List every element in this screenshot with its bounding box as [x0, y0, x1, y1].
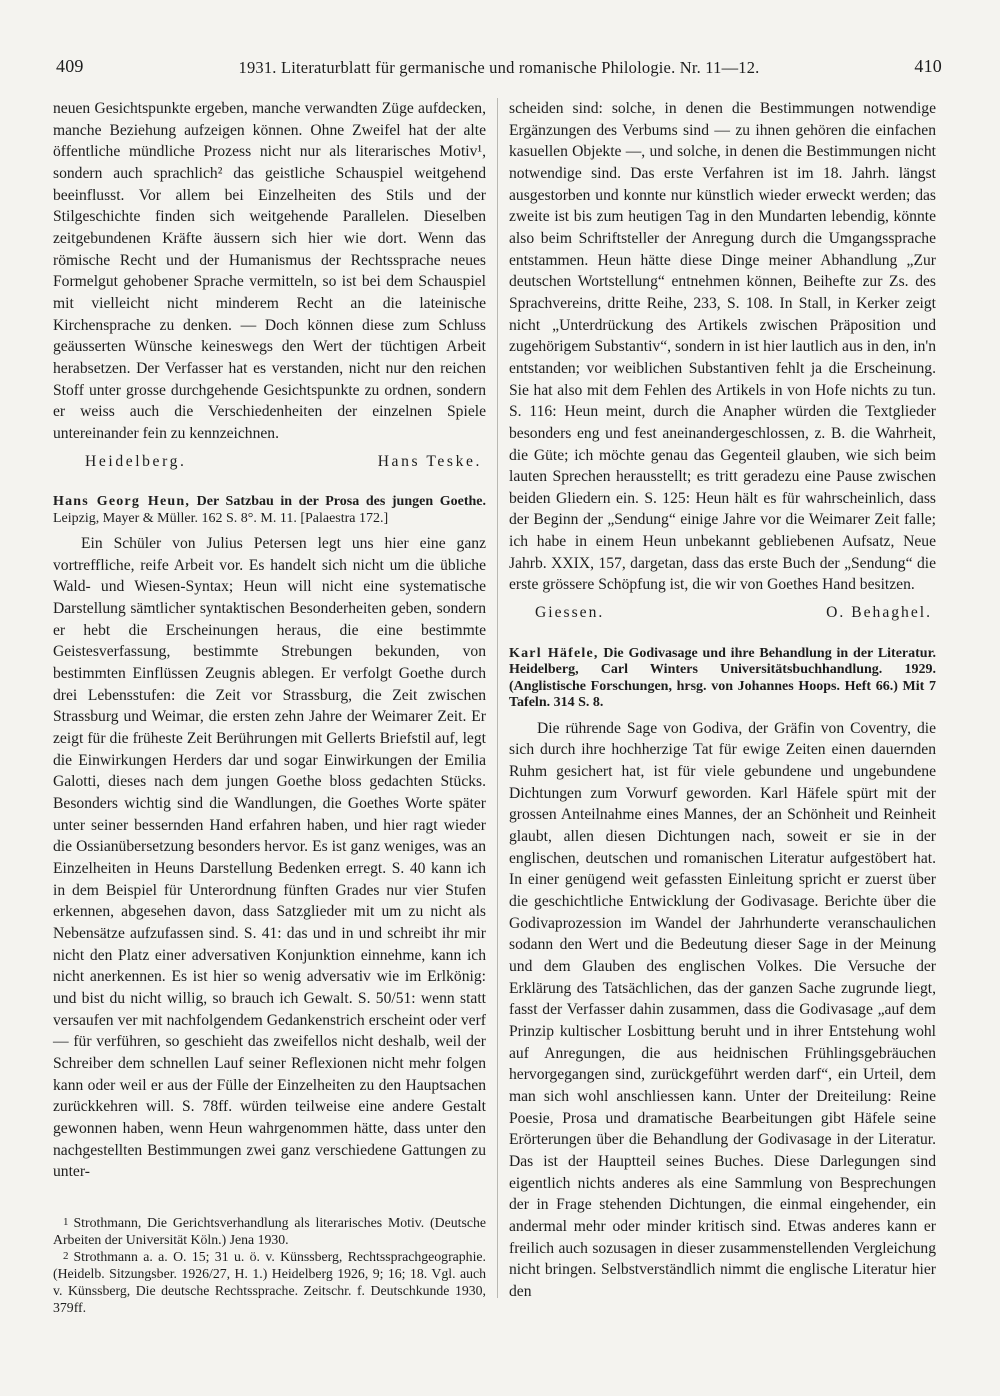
running-title: 1931. Literaturblatt für germanische und romanische Philologie. Nr. 11—12.: [238, 58, 760, 77]
review-heading: [509, 646, 936, 712]
review-author: Karl Häfele,: [509, 645, 599, 661]
body-paragraph: Ein Schüler von Julius Petersen legt uns hier eine ganz vortreffliche, reife Arbeit vor. Es handelt sich nicht um die übliche Wald- und Wiesen-Syntax; Heun will nicht eine systematische Darstellung sämtlicher syntaktischen Besonderheiten geben, sondern er hebt die Erscheinungen heraus, die eine bestimmte Geistesverfassung, bestimmte Strebungen bekunden, von bestimmten Einflüssen Zeugnis ablegen. Er verfolgt Goethe durch drei Lebensstufen: die Zeit vor Strassburg, die Zeit zwischen Strassburg und Weimar, die ersten zehn Jahre der Weimarer Zeit. Er zeigt für die früheste Zeit Berührungen mit Gellerts Briefstil auf, legt die Einwirkungen Herders dar und sogar Einwirkungen der Emilia Galotti, dieses nach dem jungen Goethe bloss gedachten Stücks. Besonders wichtig sind die Wandlungen, die Goethes Worte später unter seiner bessernden Hand erfahren haben, und hier ragt wieder die Ossianübersetzung besonders hervor. Es ist ganz weniges, was an Einzelheiten in Heuns Darstellung Bedenken erregt. S. 40 kann ich in dem Beispiel für Unterordnung fünften Grades nur vier Stufen erkennen, abgesehen davon, dass Satzglieder mit um zu nicht als Nebensätze aufzufassen sind. S. 41: das und in und schreibt ihr mir nicht den Platz einer adversativen Konjunktion einnehme, kann ich nicht anerkennen. Es ist hier so wenig adversativ wie im Erlkönig: und bist du nicht willig, so brauch ich Gewalt. S. 50/51: wenn statt versaufen ver mit nachfolgendem Gedankenstrich erscheint oder verf— für verführen, so geschieht das zweifellos nicht deshalb, weil der Schreiber dem schnellen Lauf seiner Reflexionen nicht mehr folgen kann oder weil er aus der Fülle der Einzelheiten zu den Hauptsachen zurückkehren will. S. 78ff. würden teilweise eine andere Gestalt gewonnen haben, wenn Heun wahrgenommen hätte, dass unter den nachgestellten Bestimmungen zwei ganz verschiedene Gattungen zu unter-: [53, 535, 486, 1181]
page-number-right: 410: [914, 56, 942, 76]
review-heading: [53, 494, 486, 527]
signature-place: Giessen.: [535, 604, 605, 622]
left-column: [53, 98, 486, 1183]
review-book-meta: Leipzig, Mayer & Müller. 162 S. 8°. M. 11. [Palaestra 172.]: [53, 510, 389, 526]
page-number-left: 409: [56, 56, 84, 76]
running-header: [56, 56, 942, 86]
footnote: [53, 1214, 486, 1248]
body-paragraph: neuen Gesichtspunkte ergeben, manche verwandten Züge aufdecken, manche Beziehung aufzeigen können. Ohne Zweifel hat der alte öffentliche mündliche Prozess nicht nur als literarisches Motiv¹, sondern auch sprachlich² das geistliche Schauspiel weitgehend beeinflusst. Vor allem bei Einzelheiten des Stils und der Stilgeschichte finden sich weitgehende Parallelen. Dieselben zeitgebundenen Kräfte äussern sich hier wie dort. Wenn das römische Recht und der Humanismus der Rechtssprache neues Formelgut gehobener Sprache vermitteln, so ist bei dem Schauspiel mit vielleicht nicht minderem Recht an die lateinische Kirchensprache zu denken. — Doch können diese zum Schluss geäusserten Wünsche keineswegs den Wert der tüchtigen Arbeit herabsetzen. Der Verfasser hat es verstanden, nicht nur den reichen Stoff unter grosse durchgehende Gesichtspunkte zu ordnen, sondern er weiss auch die Verschiedenheiten der einzelnen Spiele untereinander fein zu kennzeichnen.: [53, 100, 486, 442]
right-column: [509, 98, 936, 1302]
signature-name: Hans Teske.: [377, 452, 482, 470]
footnote-number: 1: [63, 1216, 69, 1228]
footnote-text: Strothmann, Die Gerichtsverhandlung als literarisches Motiv. (Deutsche Arbeiten der Universität Köln.) Jena 1930.: [53, 1215, 486, 1247]
column-divider: [497, 98, 498, 1298]
footnote: [53, 1248, 486, 1316]
signature-place: Heidelberg.: [85, 452, 187, 470]
review-signature: [509, 602, 936, 624]
review-signature: [53, 451, 486, 473]
footnotes: [53, 1214, 486, 1316]
body-paragraph: Die rührende Sage von Godiva, der Gräfin von Coventry, die sich durch ihre hochherzige Tat für ewige Zeiten einen dauernden Ruhm gesichert hat, ist für viele gebundene und ungebundene Dichtungen zum Vorwurf geworden. Karl Häfele spürt mit der grossen Anteilnahme eines Mannes, der an Schönheit und Reinheit glaubt, allen diesen Dichtungen nach, soweit er sie in der englischen, deutschen und romanischen Literatur aufgestöbert hat. In einer genügend weit gefassten Einleitung spricht er zuerst über die geschichtliche Entwicklung der Godivasage. Berichte über die Godivaprozession im Wandel der Jahrhunderte veranschaulichen sodann den Wert und die Bedeutung dieser Sage in der Meinung und dem Glauben des englischen Volkes. Die Versuche der Erklärung des Tatsächlichen, das der ganzen Sache zugrunde liegt, fasst der Verfasser dahin zusammen, dass die Godivasage „auf dem Prinzip kultischer Losbittung beruht und in ihrer Entstehung wohl auf Anregungen, die aus heidnischen Frühlingsgebräuchen hervorgegangen sind, zurückgeführt werden darf“, ein Urteil, dem man sich wohl anschliessen kann. Unter der Dreiteilung: Reine Poesie, Prosa und dramatische Bearbeitungen gibt Häfele seine Erörterungen über die Behandlung der Godivasage in der Literatur. Das ist der Hauptteil seines Buches. Diese Darlegungen sind eigentlich nichts anderes als eine Sammlung von Besprechungen der in Frage stehenden Dichtungen, die einmal eingehender, ein andermal mehr oder minder kritisch sind. Etwas anderes kann er freilich auch sozusagen in dieser zusammenstellenden Vergleichung nicht bringen. Selbstverständlich nimmt die englische Literatur hier den: [509, 719, 936, 1300]
review-book-title: Die Godivasage und ihre Behandlung in der Literatur.: [603, 645, 937, 661]
footnote-text: Strothmann a. a. O. 15; 31 u. ö. v. Künssberg, Rechtssprachgeographie. (Heidelb. Sitzungsber. 1926/27, H. 1.) Heidelberg 1926, 9; 16; 18. Vgl. auch v. Künssberg, Die deutsche Rechtssprache. Zeitschr. f. Deutschkunde 1930, 379ff.: [53, 1249, 486, 1315]
footnote-number: 2: [63, 1250, 69, 1262]
signature-name: O. Behaghel.: [826, 604, 932, 622]
review-book-meta: Heidelberg, Carl Winters Universitätsbuchhandlung. 1929. (Anglistische Forschungen, hrsg. von Johannes Hoops. Heft 66.) Mit 7 Tafeln. 314 S. 8.: [509, 662, 936, 711]
body-paragraph: scheiden sind: solche, in denen die Bestimmungen notwendige Ergänzungen des Verbums sind — zu ihnen gehören die einfachen kasuellen Objekte —, und solche, in denen die Bestimmungen nicht notwendige sind. Das erste Verfahren ist im 18. Jahrh. längst ausgestorben und konnte nur künstlich wieder erweckt werden; das zweite ist bis zum heutigen Tag in den Mundarten lebendig, könnte also beim Schriftsteller der Anregung durch die Umgangssprache entstammen. Heun hätte diese Dinge meiner Abhandlung „Zur deutschen Wortstellung“ entnehmen können, Beihefte zur Zs. des Sprachvereins, dritte Reihe, 233, S. 108. In Stall, in Kerker zeigt nicht „Unterdrückung des Artikels zwischen Präposition und zugehörigem Substantiv“, sondern in ist hier lautlich aus in den, in'n entstanden; vor weiblichen Substantiven fehlt ja die Erscheinung. Sie hat also mit dem Fehlen des Artikels in von Hofe nichts zu tun. S. 116: Heun meint, durch die Anapher würden die Textglieder besonders eng und fest aneinandergeschlossen, z. B. die Wahrheit, die Güte; ich möchte genau das Gegenteil glauben, wie sich beim lauten Sprechen herausstellt; es tritt geradezu eine Pause zwischen beiden Gliedern ein. S. 125: Heun hält es für wahrscheinlich, dass der Beginn der „Sendung“ einige Jahre vor die Weimarer Zeit falle; ich habe in einem Heun unbekannt gebliebenen Aufsatz, Neue Jahrb. XXIX, 157, dargetan, dass das erste Buch der „Sendung“ die erste grössere Schöpfung ist, die wir von Goethes Hand besitzen.: [509, 100, 936, 594]
review-author: Hans Georg Heun,: [53, 494, 191, 510]
review-book-title: Der Satzbau in der Prosa des jungen Goethe.: [196, 494, 486, 510]
